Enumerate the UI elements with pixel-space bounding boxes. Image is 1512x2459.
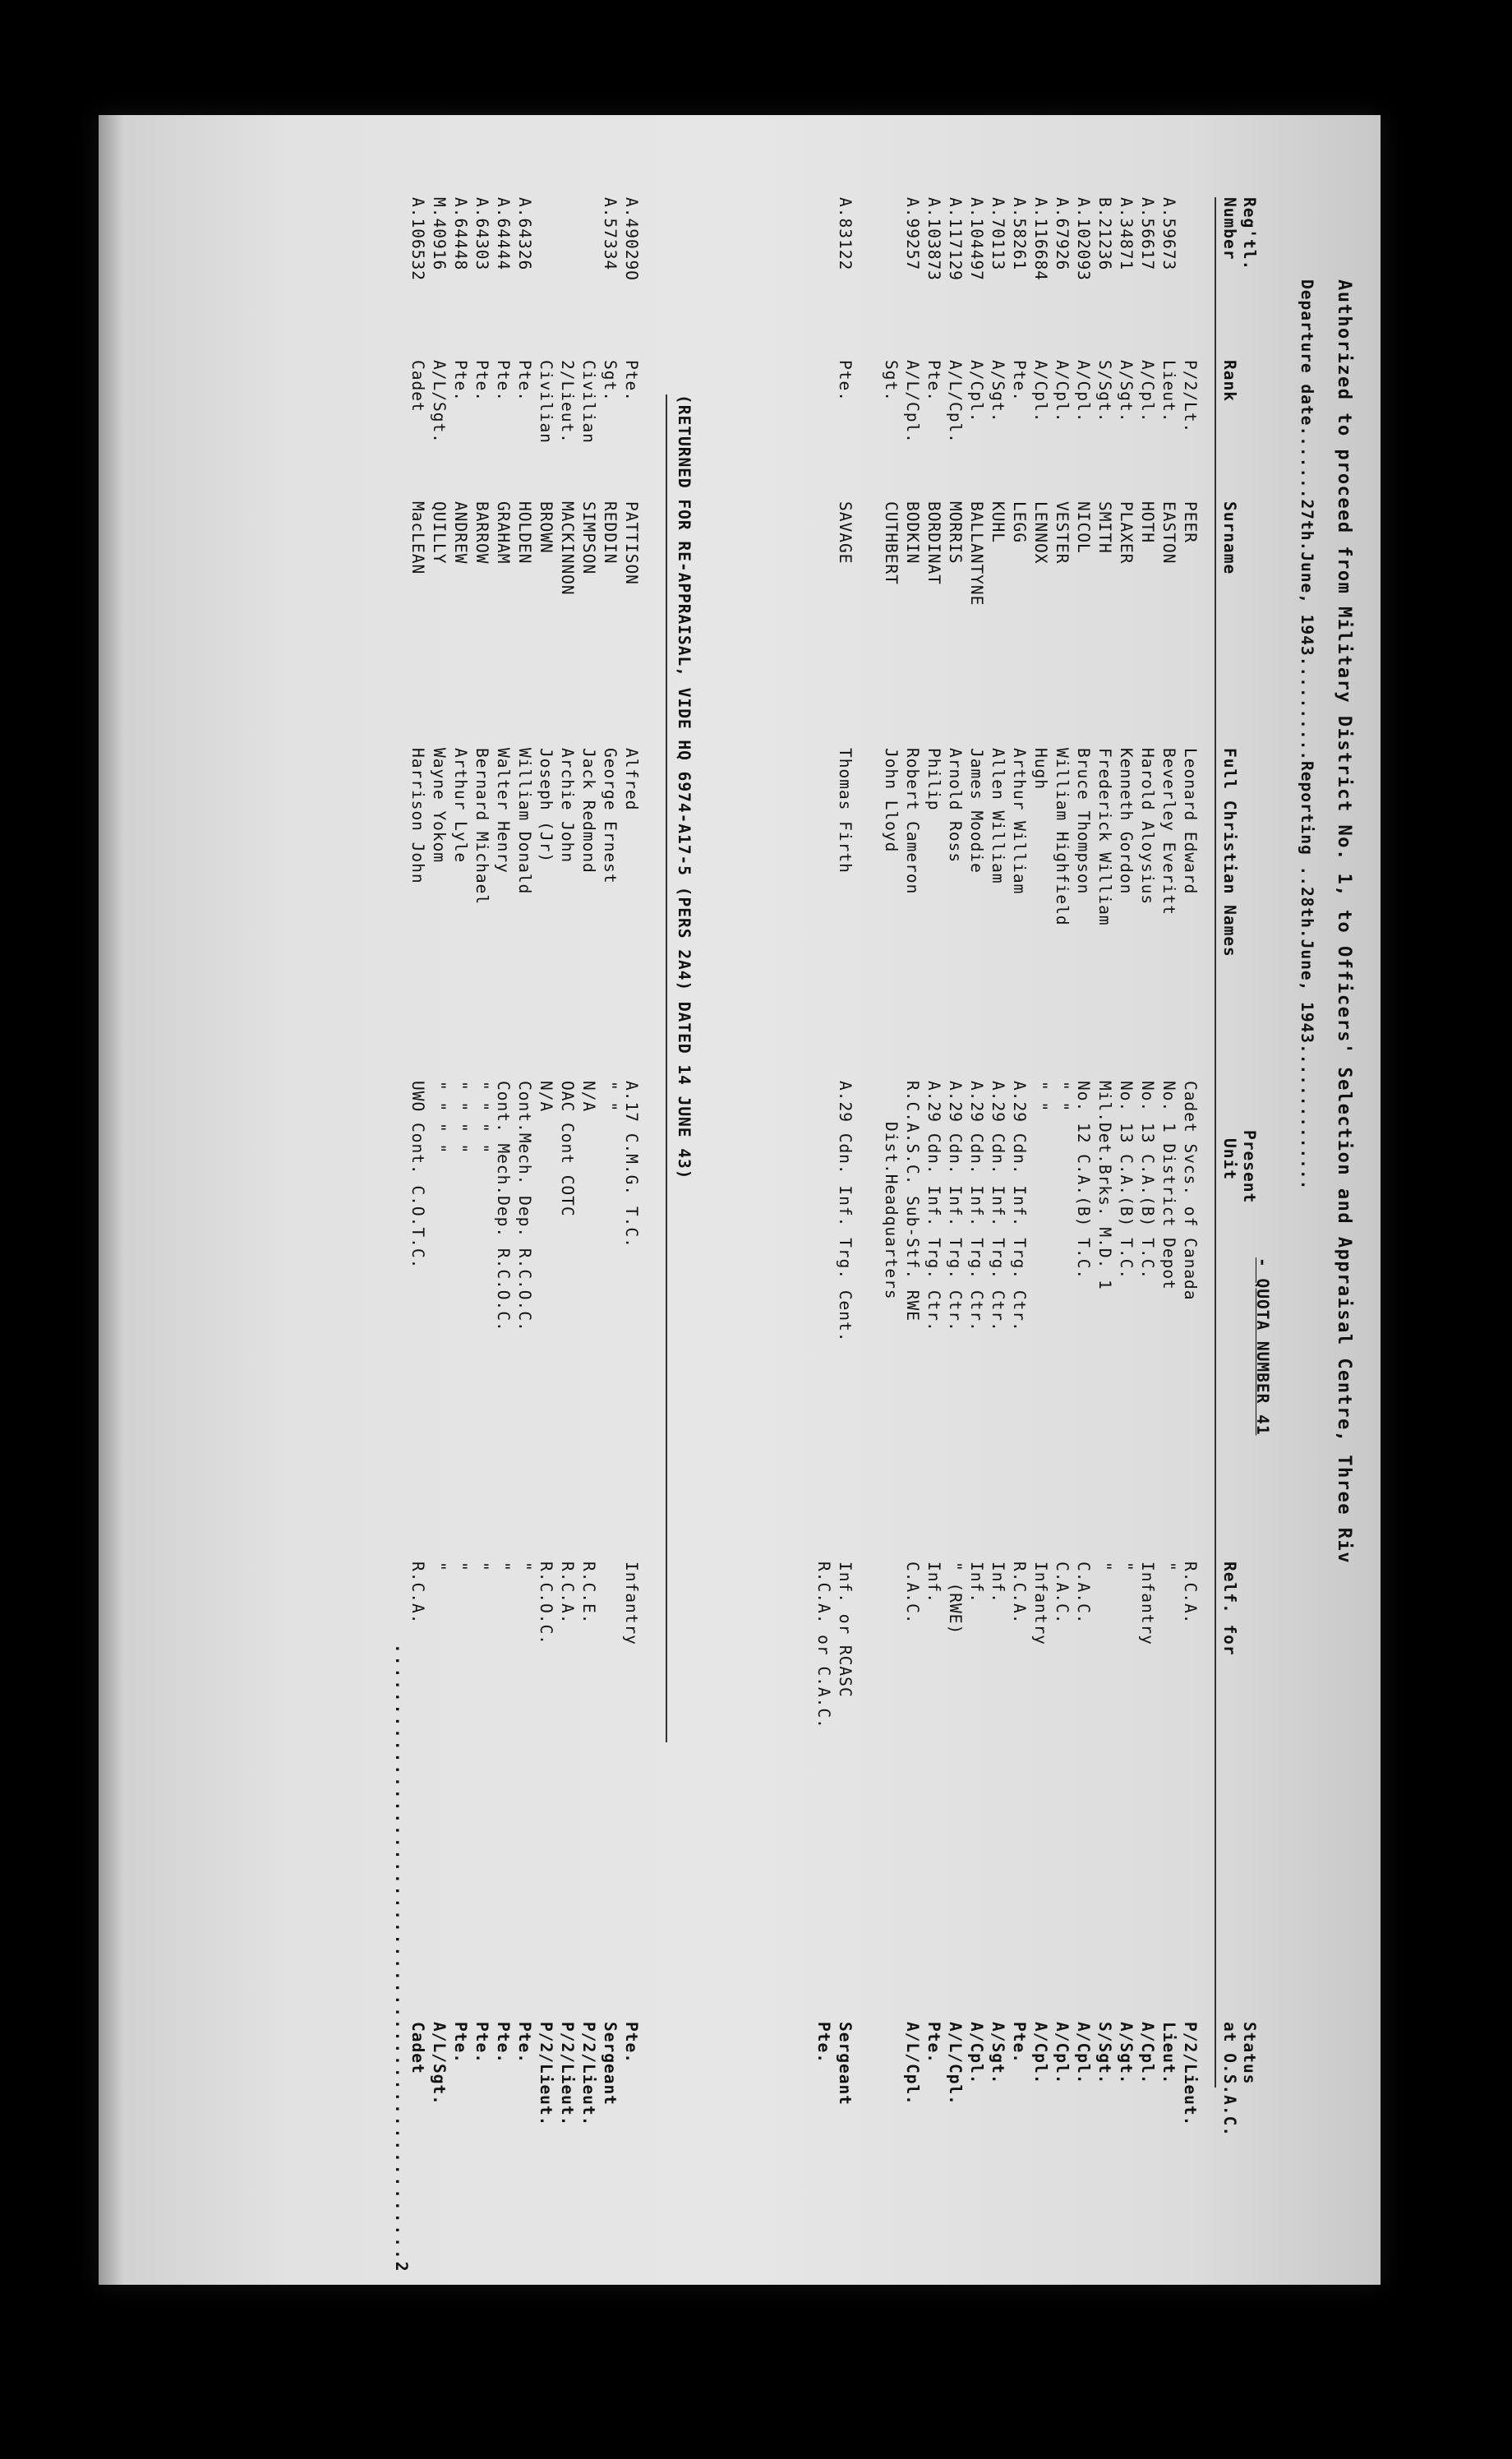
cell-surname: HOLDEN bbox=[515, 501, 534, 565]
cell-number: A.70113 bbox=[989, 197, 1007, 271]
cell-relief: R.C.A. bbox=[408, 1562, 427, 1625]
cell-names: Jack Redmond bbox=[579, 748, 598, 874]
cell-status: Pte. bbox=[472, 2022, 491, 2064]
cell-names: Arthur Lyle bbox=[451, 748, 470, 864]
cell-number: A.58261 bbox=[1010, 197, 1029, 271]
cell-status: A/Cpl. bbox=[1138, 2022, 1157, 2085]
cell-unit: Mil.Det.Brks. M.D. 1 bbox=[1095, 1081, 1114, 1290]
rotated-document-content bbox=[99, 115, 1381, 2285]
cell-names: William Donald bbox=[515, 748, 534, 895]
table-row bbox=[814, 115, 833, 2252]
cell-status: Lieut. bbox=[1159, 2022, 1178, 2085]
cell-unit: No. 12 C.A.(B) T.C. bbox=[1074, 1081, 1093, 1280]
cell-relief: Inf. bbox=[924, 1562, 943, 1603]
cell-rank: Pte. bbox=[622, 360, 641, 402]
cell-relief: R.C.O.C. bbox=[537, 1562, 555, 1645]
cell-unit: A.29 Cdn. Inf. Trg. Ctr. bbox=[924, 1081, 943, 1332]
cell-names: Archie John bbox=[558, 748, 577, 864]
quota-title: - QUOTA NUMBER 41 bbox=[1253, 1257, 1272, 1436]
cell-number: A.99257 bbox=[903, 197, 922, 271]
cell-relief: R.C.A. bbox=[1010, 1562, 1029, 1625]
table-row bbox=[1030, 115, 1050, 2252]
cell-surname: ANDREW bbox=[451, 501, 470, 565]
cell-status: Pte. bbox=[814, 2022, 833, 2064]
cell-surname: SMITH bbox=[1095, 501, 1114, 554]
cell-names: Beverley Everitt bbox=[1159, 748, 1178, 916]
cell-relief: Inf. bbox=[967, 1562, 986, 1603]
cell-surname: MACKINNON bbox=[558, 501, 577, 596]
column-header-unit-line2: Unit bbox=[1220, 1138, 1239, 1180]
cell-names: George Ernest bbox=[601, 748, 620, 884]
table-row bbox=[924, 115, 943, 2252]
cell-unit: Cont. Mech.Dep. R.C.O.C. bbox=[494, 1081, 513, 1332]
cell-names: Robert Cameron bbox=[903, 748, 922, 895]
cell-surname: VESTER bbox=[1053, 501, 1072, 565]
cell-status: A/Cpl. bbox=[1074, 2022, 1093, 2085]
cell-relief: Infantry bbox=[1031, 1562, 1050, 1645]
cell-unit: " " " " bbox=[472, 1081, 491, 1155]
cell-surname: GRAHAM bbox=[494, 501, 513, 565]
cell-rank: Pte. bbox=[494, 360, 513, 402]
cell-names: Thomas Firth bbox=[836, 748, 855, 874]
cell-rank: A/Sgt. bbox=[989, 360, 1007, 423]
cell-names: Arthur William bbox=[1010, 748, 1029, 895]
cell-rank: Lieut. bbox=[1159, 360, 1178, 423]
cell-rank: Civilian bbox=[537, 360, 555, 444]
cell-unit: N/A bbox=[579, 1081, 598, 1113]
cell-status: P/2/Lieut. bbox=[558, 2022, 577, 2127]
cell-relief: " bbox=[472, 1562, 491, 1572]
cell-unit: Cont.Mech. Dep. R.C.O.C. bbox=[515, 1081, 534, 1332]
cell-unit: UWO Cont. C.O.T.C. bbox=[408, 1081, 427, 1270]
cell-names: Philip bbox=[924, 748, 943, 811]
cell-unit: A.29 Cdn. Inf. Trg. Ctr. bbox=[967, 1081, 986, 1332]
cell-relief: R.C.A. or C.A.C. bbox=[814, 1562, 833, 1729]
cell-rank: A/L/Cpl. bbox=[946, 360, 965, 444]
column-header-number bbox=[1219, 197, 1259, 270]
cell-rank: A/L/Sgt. bbox=[430, 360, 449, 444]
cell-number: B.21236 bbox=[1095, 197, 1114, 271]
returned-for-reappraisal-note: (RETURNED FOR RE-APPRAISAL, VIDE HQ 6974-A17-5 (PERS 2A4) DATED 14 JUNE 43) bbox=[675, 394, 694, 1180]
cell-rank: P/2/Lt. bbox=[1181, 360, 1200, 434]
trailing-dots: .............. bbox=[1298, 1044, 1316, 1191]
cell-relief: " (RWE) bbox=[946, 1562, 965, 1635]
header-rule bbox=[1215, 197, 1216, 2088]
cell-unit: A.29 Cdn. Inf. Trg. Cent. bbox=[836, 1081, 855, 1343]
cell-status: A/L/Cpl. bbox=[903, 2022, 922, 2106]
cell-surname: KUHL bbox=[989, 501, 1007, 543]
cell-unit: " " bbox=[601, 1081, 620, 1113]
cell-number: A.64303 bbox=[472, 197, 491, 271]
cell-rank: A/Sgt. bbox=[1117, 360, 1136, 423]
cell-surname: SAVAGE bbox=[836, 501, 855, 565]
cell-unit: A.17 C.M.G. T.C. bbox=[622, 1081, 641, 1248]
cell-surname: PLAXER bbox=[1117, 501, 1136, 565]
column-header-unit-line1: Present bbox=[1240, 1130, 1259, 1204]
cell-names: John Lloyd bbox=[882, 748, 901, 853]
cell-names: Joseph (Jr) bbox=[537, 748, 555, 864]
cell-status: Pte. bbox=[494, 2022, 513, 2064]
cell-names: Kenneth Gordon bbox=[1117, 748, 1136, 895]
table-row bbox=[835, 115, 855, 2252]
cell-status: Pte. bbox=[622, 2022, 641, 2064]
cell-rank: Civilian bbox=[579, 360, 598, 444]
cell-number: A.64444 bbox=[494, 197, 513, 271]
cell-surname: BALLANTYNE bbox=[967, 501, 986, 607]
column-header-status-line2: at O.S.A.C. bbox=[1220, 2022, 1239, 2138]
cell-status: Pte. bbox=[515, 2022, 534, 2064]
authorization-line: Authorized to proceed from Military District No. 1, to Officers' Selection and Appraisal Centre, Three Riv bbox=[1334, 279, 1354, 1564]
cell-rank: Pte. bbox=[1010, 360, 1029, 402]
reporting-value: 28th.June, 1943 bbox=[1298, 886, 1316, 1045]
cell-surname: HOTH bbox=[1138, 501, 1157, 543]
cell-number: A.83122 bbox=[836, 197, 855, 271]
cell-relief: Infantry bbox=[622, 1562, 641, 1645]
cell-number: A.56617 bbox=[1138, 197, 1157, 271]
cell-rank: Pte. bbox=[836, 360, 855, 402]
column-header-number-line1: Reg'tl. bbox=[1240, 197, 1259, 271]
cell-unit: Cadet Svcs. of Canada bbox=[1181, 1081, 1200, 1301]
cell-surname: MORRIS bbox=[946, 501, 965, 565]
cell-surname: BODKIN bbox=[903, 501, 922, 565]
table-row bbox=[1159, 115, 1178, 2252]
cell-surname: NICOL bbox=[1074, 501, 1093, 554]
cell-relief: " bbox=[1117, 1562, 1136, 1572]
table-row bbox=[472, 115, 491, 2252]
cell-number: A.102093 bbox=[1074, 197, 1093, 281]
cell-unit: " " bbox=[1053, 1081, 1072, 1113]
cell-number: A.64448 bbox=[451, 197, 470, 271]
table-row bbox=[988, 115, 1007, 2252]
departure-label: Departure date....... bbox=[1298, 279, 1316, 500]
table-row bbox=[1052, 115, 1072, 2252]
cell-names: Walter Henry bbox=[494, 748, 513, 874]
cell-names: Wayne Yokom bbox=[430, 748, 449, 864]
cell-relief: Infantry bbox=[1138, 1562, 1157, 1645]
cell-status: Pte. bbox=[924, 2022, 943, 2064]
cell-rank: Pte. bbox=[451, 360, 470, 402]
cell-unit: " " " " bbox=[451, 1081, 470, 1155]
cell-relief: C.A.C. bbox=[903, 1562, 922, 1625]
table-row bbox=[1095, 115, 1114, 2252]
cell-surname: QUILLY bbox=[430, 501, 449, 565]
cell-rank: Pte. bbox=[515, 360, 534, 402]
cell-number: A.34871 bbox=[1117, 197, 1136, 271]
cell-unit: " " bbox=[1031, 1081, 1050, 1113]
cell-number: A.59673 bbox=[1159, 197, 1178, 271]
cell-unit: No. 13 C.A.(B) T.C. bbox=[1117, 1081, 1136, 1280]
cell-status: Sergeant bbox=[836, 2022, 855, 2106]
table-row bbox=[945, 115, 965, 2252]
table-row bbox=[621, 115, 641, 2252]
column-header-rank: Rank bbox=[1220, 360, 1239, 402]
cell-surname: BARROW bbox=[472, 501, 491, 565]
column-header-status bbox=[1219, 2022, 1259, 2137]
reporting-label: ..........Reporting .. bbox=[1298, 656, 1316, 887]
cell-status: Pte. bbox=[451, 2022, 470, 2064]
cell-names: Harrison John bbox=[408, 748, 427, 884]
cell-status: S/Sgt. bbox=[1095, 2022, 1114, 2085]
cell-rank: Pte. bbox=[924, 360, 943, 402]
cell-number: A.67926 bbox=[1053, 197, 1072, 271]
cell-relief: " bbox=[1159, 1562, 1178, 1572]
cell-status: P/2/Lieut. bbox=[537, 2022, 555, 2127]
table-row bbox=[1073, 115, 1093, 2252]
table-row bbox=[579, 115, 598, 2252]
cell-status: A/Sgt. bbox=[1117, 2022, 1136, 2085]
cell-surname: PATTISON bbox=[622, 501, 641, 585]
column-header-relief: Relf. for bbox=[1220, 1562, 1239, 1656]
table-row bbox=[557, 115, 577, 2252]
cell-status: P/2/Lieut. bbox=[1181, 2022, 1200, 2127]
column-header-status-line1: Status bbox=[1240, 2022, 1259, 2085]
cell-rank: A/Cpl. bbox=[1138, 360, 1157, 423]
column-header-names: Full Christian Names bbox=[1220, 748, 1239, 957]
cell-unit: " " " " bbox=[430, 1081, 449, 1155]
cell-surname: LEGG bbox=[1010, 501, 1029, 543]
table-row bbox=[881, 115, 901, 2252]
cell-number: A.64326 bbox=[515, 197, 534, 271]
cell-names: Leonard Edward bbox=[1181, 748, 1200, 895]
cell-relief: C.A.C. bbox=[1074, 1562, 1093, 1625]
cell-status: A/L/Sgt. bbox=[430, 2022, 449, 2106]
cell-surname: LENNOX bbox=[1031, 501, 1050, 565]
cell-unit: A.29 Cdn. Inf. Trg. Ctr. bbox=[989, 1081, 1007, 1332]
cell-relief: " bbox=[515, 1562, 534, 1572]
column-header-number-line2: Number bbox=[1220, 197, 1239, 261]
cell-relief: " bbox=[451, 1562, 470, 1572]
cell-status: P/2/Lieut. bbox=[579, 2022, 598, 2127]
column-header-surname: Surname bbox=[1220, 501, 1239, 575]
cell-relief: R.C.A. bbox=[1181, 1562, 1200, 1625]
table-row bbox=[1116, 115, 1136, 2252]
cell-relief: " bbox=[1095, 1562, 1114, 1572]
cell-relief: Inf. bbox=[989, 1562, 1007, 1603]
cell-unit: Dist.Headquarters bbox=[882, 1122, 901, 1300]
cell-status: A/Cpl. bbox=[1031, 2022, 1050, 2085]
page-number-leader: ...................................................2 bbox=[392, 1644, 411, 2274]
table-row bbox=[450, 115, 470, 2252]
cell-surname: PEER bbox=[1181, 501, 1200, 543]
cell-names: William Highfield bbox=[1053, 748, 1072, 926]
cell-status: Cadet bbox=[408, 2022, 427, 2074]
cell-status: A/Cpl. bbox=[967, 2022, 986, 2085]
cell-names: Bruce Thompson bbox=[1074, 748, 1093, 895]
table-row bbox=[966, 115, 986, 2252]
cell-names: Harold Aloysius bbox=[1138, 748, 1157, 906]
cell-status: Sergeant bbox=[601, 2022, 620, 2106]
table-row bbox=[1180, 115, 1200, 2252]
cell-unit: A.29 Cdn. Inf. Trg. Ctr. bbox=[1010, 1081, 1029, 1332]
returned-note-underline bbox=[666, 394, 667, 1742]
cell-unit: N/A bbox=[537, 1081, 555, 1113]
cell-relief: R.C.A. bbox=[558, 1562, 577, 1625]
table-row bbox=[429, 115, 449, 2252]
cell-surname: SIMPSON bbox=[579, 501, 598, 575]
cell-status: A/Sgt. bbox=[989, 2022, 1007, 2085]
cell-rank: Sgt. bbox=[882, 360, 901, 402]
cell-names: Bernard Michael bbox=[472, 748, 491, 906]
cell-names: Hugh bbox=[1031, 748, 1050, 790]
cell-rank: A/L/Cpl. bbox=[903, 360, 922, 444]
cell-rank: A/Cpl. bbox=[1031, 360, 1050, 423]
cell-number: A.104497 bbox=[967, 197, 986, 281]
cell-number: A.106532 bbox=[408, 197, 427, 281]
column-header-unit bbox=[1219, 1081, 1259, 1203]
cell-status: A/Cpl. bbox=[1053, 2022, 1072, 2085]
cell-rank: A/Cpl. bbox=[1053, 360, 1072, 423]
departure-value: 27th.June, 1943 bbox=[1298, 499, 1316, 657]
cell-unit: No. 13 C.A.(B) T.C. bbox=[1138, 1081, 1157, 1280]
cell-number: M.40916 bbox=[430, 197, 449, 271]
table-row bbox=[493, 115, 513, 2252]
table-row bbox=[514, 115, 534, 2252]
cell-unit: OAC Cont COTC bbox=[558, 1081, 577, 1217]
cell-number: A.117129 bbox=[946, 197, 965, 281]
cell-number: A.49029O bbox=[622, 197, 641, 281]
cell-unit: No. 1 District Depot bbox=[1159, 1081, 1178, 1290]
cell-names: Alfred bbox=[622, 748, 641, 811]
cell-relief: C.A.C. bbox=[1053, 1562, 1072, 1625]
cell-relief: " bbox=[494, 1562, 513, 1572]
cell-surname: CUTHBERT bbox=[882, 501, 901, 585]
cell-names: Allen William bbox=[989, 748, 1007, 884]
cell-rank: Pte. bbox=[472, 360, 491, 402]
cell-rank: Cadet bbox=[408, 360, 427, 413]
cell-surname: BORDINAT bbox=[924, 501, 943, 585]
cell-status: A/L/Cpl. bbox=[946, 2022, 965, 2106]
cell-surname: BROWN bbox=[537, 501, 555, 554]
document-sheet bbox=[99, 115, 1381, 2285]
cell-rank: A/Cpl. bbox=[1074, 360, 1093, 423]
cell-names: Frederick William bbox=[1095, 748, 1114, 926]
date-line bbox=[1298, 279, 1316, 1190]
cell-number: A.57334 bbox=[601, 197, 620, 271]
cell-unit: R.C.A.S.C. Sub-Stf. RWE bbox=[903, 1081, 922, 1322]
cell-surname: REDDIN bbox=[601, 501, 620, 565]
table-row bbox=[1009, 115, 1029, 2252]
cell-rank: Sgt. bbox=[601, 360, 620, 402]
cell-number: A.116684 bbox=[1031, 197, 1050, 281]
cell-rank: 2/Lieut. bbox=[558, 360, 577, 444]
cell-relief: R.C.E. bbox=[579, 1562, 598, 1625]
table-row bbox=[1137, 115, 1157, 2252]
cell-rank: S/Sgt. bbox=[1095, 360, 1114, 423]
table-row bbox=[902, 115, 922, 2252]
cell-unit: A.29 Cdn. Inf. Trg. Ctr. bbox=[946, 1081, 965, 1332]
cell-relief: " bbox=[430, 1562, 449, 1572]
cell-rank: A/Cpl. bbox=[967, 360, 986, 423]
cell-surname: EASTON bbox=[1159, 501, 1178, 565]
cell-names: James Moodie bbox=[967, 748, 986, 874]
cell-status: Pte. bbox=[1010, 2022, 1029, 2064]
cell-surname: MacLEAN bbox=[408, 501, 427, 575]
table-row bbox=[600, 115, 620, 2252]
cell-number: A.103873 bbox=[924, 197, 943, 281]
cell-relief: Inf. or RCASC bbox=[836, 1562, 855, 1698]
cell-names: Arnold Ross bbox=[946, 748, 965, 864]
table-row bbox=[536, 115, 555, 2252]
